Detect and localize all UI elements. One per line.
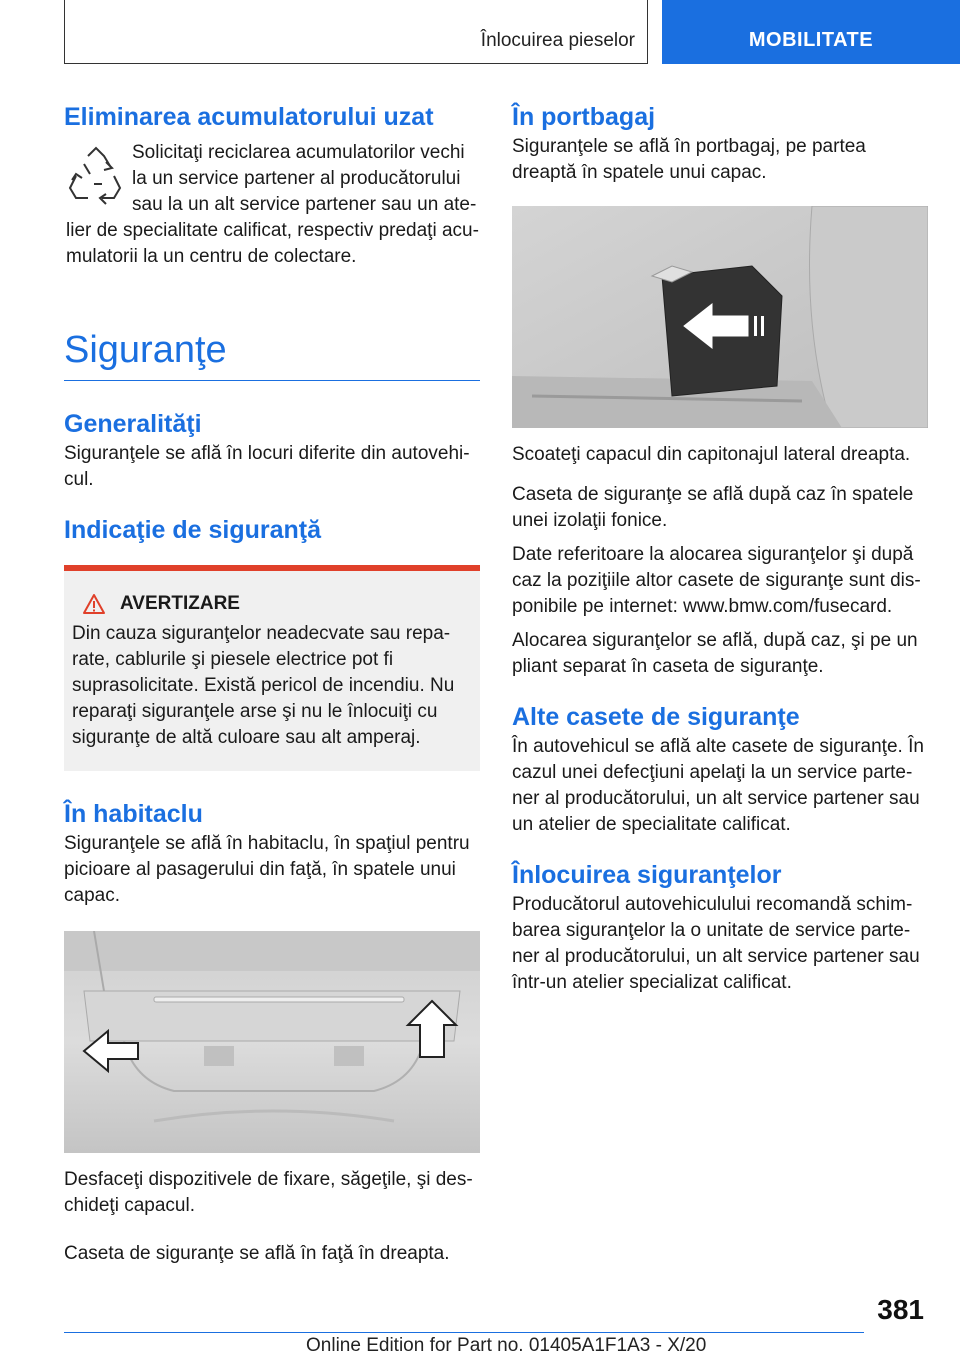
trunk-p2: Date referitoare la alocarea siguranţelor şi după caz la poziţiile altor casete de siguranţe sunt disponibile pe internet: www.bmw.com/fusecard. (512, 544, 921, 617)
warning-text: Din cauza siguranţelor neadecvate sau reparate, cablurile şi piesele electrice pot fi suprasolicitate. Există pericol de incendiu. Nu reparaţi siguranţele arse şi nu le înlocuiţi cu siguranţe de altă culoare sau alt amperaj. (72, 623, 455, 748)
cabin-text: Siguranţele se află în habitaclu, în spaţiul pentru picioare al pasagerului din faţă, în spatele unui capac. (64, 833, 470, 906)
page-number: 381 (877, 1294, 924, 1325)
footer-edition: Online Edition for Part no. 01405A1F1A3 - X/20 (306, 1335, 707, 1356)
cabin-caption: Desfaceţi dispozitivele de fixare, săgeţile, şi deschideţi capacul. (64, 1169, 473, 1216)
other-boxes-heading: Alte casete de siguranţe (512, 703, 800, 731)
safety-heading: Indicaţie de siguranţă (64, 516, 322, 544)
left-column (64, 100, 480, 1267)
fuses-title: Siguranţe (64, 326, 480, 381)
disposal-block (64, 140, 480, 270)
header-box (64, 0, 648, 64)
trunk-caption: Scoateţi capacul din capitonajul lateral dreapta. (512, 444, 911, 465)
disposal-text: Solicitaţi reciclarea acumulatorilor vechi la un service partener al producătorului sau la un alt service partener sau un atelier de specialitate calificat, respectiv predaţi acumulatorii la un centru de colectare. (66, 142, 479, 267)
header-tab-label: MOBILITATE (748, 28, 874, 51)
cabin-fuse-cover-image (64, 931, 480, 1153)
cabin-heading: În habitaclu (64, 800, 203, 828)
disposal-heading: Eliminarea acumulatorului uzat (64, 103, 434, 131)
trunk-p1: Caseta de siguranţe se află după caz în spatele unei izolaţii fonice. (512, 484, 914, 531)
general-heading: Generalităţi (64, 410, 202, 438)
warning-triangle-icon (82, 593, 106, 615)
general-text: Siguranţele se află în locuri diferite din autovehicul. (64, 443, 470, 490)
right-column (512, 100, 928, 996)
warning-box (64, 565, 480, 771)
footer-divider (64, 1332, 864, 1333)
warning-title (72, 593, 470, 615)
replace-text: Producătorul autovehiculului recomandă schimbarea siguranţelor la o unitate de service partener al producătorului, un alt service partener sau într-un atelier specializat calificat. (512, 894, 920, 993)
trunk-p3: Alocarea siguranţelor se află, după caz, şi pe un pliant separat în caseta de siguranţe. (512, 630, 918, 677)
other-boxes-text: În autovehicul se află alte casete de siguranţe. În cazul unei defecţiuni apelaţi la un service partener al producătorului, un alt service partener sau un atelier de specialitate calificat. (512, 736, 924, 835)
trunk-heading: În portbagaj (512, 103, 656, 131)
header-section-title: Înlocuirea pieselor (480, 30, 635, 51)
cabin-note: Caseta de siguranţe se află în faţă în dreapta. (64, 1243, 450, 1264)
replace-heading: Înlocuirea siguranţelor (512, 861, 782, 889)
warning-label: AVERTIZARE (120, 593, 240, 614)
trunk-text: Siguranţele se află în portbagaj, pe partea dreaptă în spatele unui capac. (512, 136, 866, 183)
recycle-icon (64, 144, 128, 208)
trunk-fuse-cover-image (512, 206, 928, 428)
header-tab-mobilitate[interactable] (662, 0, 960, 64)
